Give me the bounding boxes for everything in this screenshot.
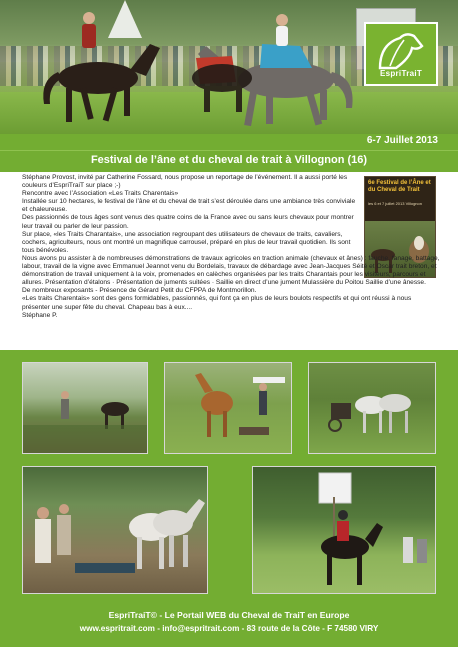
article-paragraph: Sur place, «les Traits Charantais», une association regroupant des utilisateurs de chevaux de traits, cavaliers, cochers, agriculteurs, nous ont montré un magnifique carrousel, préparé en plus de leur travail quotidien. Ils sont tous bénévoles. bbox=[22, 230, 351, 254]
carriage-scene-icon bbox=[309, 363, 436, 454]
photo-harrowing bbox=[164, 362, 292, 454]
article-paragraph: Nous avons pu assister à de nombreuses démonstrations de travaux agricoles en traction animale (chevaux et ânes) : fauche, fanage, battage, labour, travail de la vigne avec Emmanuel Jeannot venu du Bordelais, travaux de débardage avec Jean-Jacques Séité et Oscar trait breton, et démonstration de travail uniquement à la voix, promenades en calèches organisées par les traits Charantais pour les visiteurs, parcours et allures. Présentation d’étalons · Présentation de juments suitées · Saillie en direct d’une jument Mulassière du Poitou Saillie d’une ânesse. bbox=[22, 254, 440, 287]
title-bar bbox=[0, 150, 458, 172]
photo-carrousel-rider bbox=[252, 466, 436, 594]
horse-head-logo-icon bbox=[366, 28, 436, 72]
article-signature: Stéphane P. bbox=[22, 311, 58, 319]
photo-carriage bbox=[308, 362, 436, 454]
article-paragraph: Stéphane Provost, invité par Catherine Fossard, nous propose un reportage de l’événement. Il a aussi porté les couleurs d’EspriTraiT sur place ;-) bbox=[22, 174, 348, 190]
article-paragraph: «Les traits Charentais» sont des gens formidables, passionnés, qui font ça en plus de leurs boulots respectifs et qui ont réussi à nous présenter une super fête du cheval. Chapeau bas à eux.... bbox=[22, 295, 412, 311]
harrowing-scene-icon bbox=[165, 363, 292, 454]
grey-team-scene-icon bbox=[23, 467, 208, 594]
footer-portal-name: EspriTraiT© - Le Portail WEB du Cheval de TraiT en Europe bbox=[108, 610, 350, 620]
poster-subtitle: les 6 et 7 juillet 2013 Villognon bbox=[368, 201, 422, 206]
logo-text: EspriTraiT bbox=[379, 69, 423, 78]
article-paragraph: Des passionnés de tous âges sont venus des quatre coins de la France avec ou sans leurs chevaux pour montrer leur travail ou parler de leur passion. bbox=[22, 214, 354, 230]
date-band bbox=[0, 134, 458, 150]
poster-title: 6e Festival de l’Âne et du Cheval de Trait bbox=[368, 180, 431, 193]
footer-contact[interactable]: www.espritrait.com - info@espritrait.com - 83 route de la Côte - F 74580 VIRY bbox=[79, 624, 379, 633]
espritrait-logo[interactable] bbox=[364, 22, 438, 86]
article-paragraph: De nombreux exposants - Présence de Gérard Petit du CFPPA de Montmorillon. bbox=[22, 287, 257, 295]
article-title: Festival de l’âne et du cheval de trait à Villognon (16) bbox=[90, 154, 368, 166]
rider-scene-icon bbox=[253, 467, 436, 594]
ploughing-scene-icon bbox=[23, 363, 148, 454]
article-paragraph: Installée sur 10 hectares, le festival de l’âne et du cheval de trait s’est déroulée dans une ambiance très conviviale et chaleureuse. bbox=[22, 198, 356, 214]
photo-grey-team bbox=[22, 466, 208, 594]
photo-ploughing bbox=[22, 362, 148, 454]
hero-photo bbox=[0, 0, 458, 134]
event-date: 6-7 Juillet 2013 bbox=[366, 135, 438, 146]
article-body bbox=[22, 174, 440, 320]
article-paragraph: Rencontre avec l’Association «Les Traits Charentais» bbox=[22, 190, 179, 198]
